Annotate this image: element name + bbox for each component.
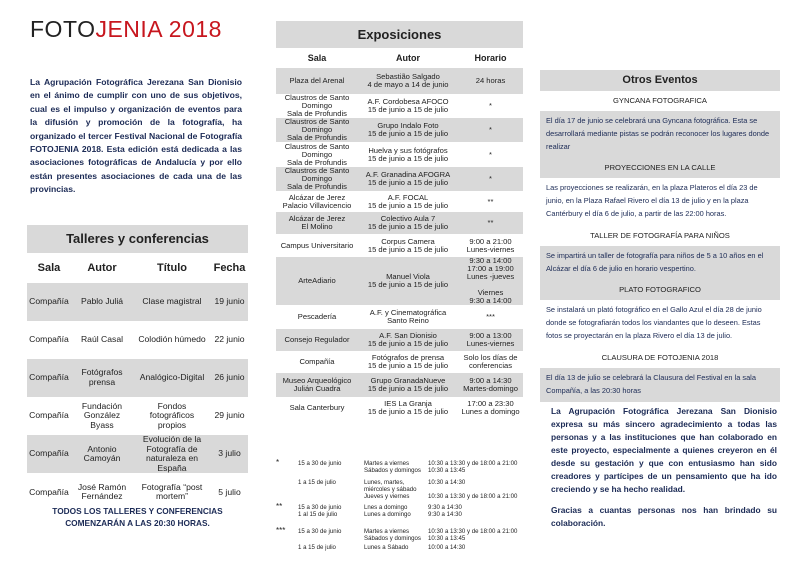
talleres-cell-titulo: Clase magistral [142, 296, 202, 307]
talleres-cell-sala: Compañía [29, 372, 69, 383]
horario-cell: Lnes a domingo Lunes a domingo [364, 504, 411, 519]
exposiciones-cell-horario: 24 horas [475, 76, 506, 85]
horario-cell: 10:30 a 14:30 10:30 a 13:30 y de 18:00 a 21:00 [428, 479, 518, 501]
exposiciones-row [276, 373, 523, 397]
talleres-cell-titulo: Evolución de la Fotografía de naturaleza en España [142, 434, 202, 473]
exposiciones-row [276, 118, 523, 142]
title-part-jenia: JENIA [95, 16, 162, 42]
exposiciones-cell-autor: A.F. Granadina AFOGRA 15 de junio a 15 de julio [365, 170, 451, 187]
exposiciones-cell-sala: Claustros de Santo Domingo Sala de Profundis [284, 166, 350, 191]
horario-cell: 9:30 a 14:30 9:30 a 14:30 [428, 504, 462, 519]
exposiciones-cell-horario: 9:00 a 21:00 Lunes-viernes [466, 236, 515, 254]
exposiciones-cell-sala: Compañía [299, 357, 335, 366]
otros-eventos-panel [540, 70, 780, 402]
horario-cell: Lunes a Sábado [364, 544, 409, 551]
evento-text: Se instalará un plató fotográfico en el Gallo Azul el día 28 de junio donde se fotografiarán todos los viandantes que lo deseen. Estas fotos se proyectarán en la plaza Rivero el día 13 de julio. [540, 300, 780, 347]
horario-cell: 1 a 15 de julio [298, 479, 336, 486]
evento-text: Las proyecciones se realizarán, en la plaza Plateros el día 23 de junio, en la Plaza Rafael Rivero el día 13 de julio y en la plaza Cantérbury el día 6 de julio, a partir de las 22:00 horas. [540, 178, 780, 225]
exposiciones-cell-horario: * [489, 149, 492, 159]
talleres-header-sala: Sala [37, 262, 61, 274]
exposiciones-cell-horario: Solo los días de conferencias [463, 353, 518, 370]
talleres-title: Talleres y conferencias [27, 225, 248, 253]
exposiciones-row [276, 305, 523, 329]
exposiciones-cell-autor: Grupo Indalo Foto 15 de junio a 15 de julio [367, 121, 449, 138]
exposiciones-cell-sala: Campus Universitario [280, 240, 354, 250]
horario-symbol: ** [276, 502, 283, 511]
exposiciones-cell-autor: A.F. San Dionisio 15 de junio a 15 de julio [367, 331, 449, 348]
exposiciones-row [276, 234, 523, 257]
talleres-cell-autor: José Ramón Fernández [77, 481, 127, 502]
evento-title: PLATO FOTOGRAFICO [540, 280, 780, 300]
exposiciones-cell-sala: Claustros de Santo Domingo Sala de Profundis [284, 141, 350, 167]
talleres-table [27, 225, 248, 511]
talleres-header-titulo: Título [157, 262, 187, 274]
exposiciones-cell-autor: IES La Granja 15 de junio a 15 de julio [367, 399, 449, 416]
exposiciones-cell-sala: Claustros de Santo Domingo Sala de Profundis [284, 93, 350, 118]
exposiciones-cell-horario: * [489, 174, 492, 183]
exposiciones-cell-horario: 17:00 a 23:30 Lunes a domingo [461, 399, 520, 416]
exposiciones-header-sala: Sala [307, 53, 327, 63]
talleres-cell-titulo: Analógico-Digital [139, 372, 205, 383]
talleres-cell-sala: Compañía [29, 486, 69, 497]
talleres-cell-autor: Fotógrafos prensa [81, 367, 123, 387]
talleres-row [27, 435, 248, 473]
page-title [30, 16, 222, 43]
exposiciones-title: Exposiciones [276, 21, 523, 48]
talleres-cell-autor: Antonio Camoyán [83, 443, 121, 464]
talleres-cell-titulo: Colodión húmedo [138, 334, 206, 345]
exposiciones-cell-autor: Grupo GranadaNueve 15 de junio a 15 de julio [367, 376, 449, 393]
exposiciones-row [276, 142, 523, 167]
exposiciones-cell-horario: * [489, 101, 492, 110]
horario-cell: 15 a 30 de junio 1 al 15 de julio [298, 504, 342, 519]
exposiciones-cell-horario: ** [487, 218, 494, 227]
intro-paragraph: La Agrupación Fotográfica Jerezana San Dionisio en el ánimo de cumplir con uno de sus objetivos, cual es el impulso y organización de eventos para la difusión y promoción de la fotografía, ha organizado el tercer Festival Nacional de Fotografía FOTOJENIA 2018. Esta edición está dedicada a las asociaciones fotográficas de Andalucía y por ello están presentes asociaciones de cada una de las provincias. [30, 77, 242, 195]
exposiciones-cell-autor: Corpus Camera 15 de junio a 15 de julio [367, 236, 449, 254]
exposiciones-cell-sala: Consejo Regulador [284, 335, 350, 344]
exposiciones-cell-sala: Plaza del Arenal [289, 76, 345, 85]
talleres-cell-fecha: 5 julio [218, 486, 241, 497]
talleres-cell-sala: Compañía [29, 410, 69, 421]
exposiciones-row [276, 167, 523, 191]
talleres-cell-titulo: Fotografía “post mortem” [141, 481, 203, 502]
exposiciones-cell-sala: Claustros de Santo Domingo Sala de Profundis [284, 117, 350, 142]
evento-text: Se impartirá un taller de fotografía para niños de 5 a 10 años en el Alcázar el día 6 de julio en horario vespertino. [540, 246, 780, 281]
talleres-cell-sala: Compañía [29, 296, 69, 307]
evento-text: El día 17 de junio se celebrará una Gyncana fotográfica. Esta se desarrollará mediante pistas se podrán reconocer los lugares donde realizar [540, 111, 780, 158]
horario-symbol: *** [276, 526, 286, 535]
talleres-note: TODOS LOS TALLERES Y CONFERENCIAS COMENZARÁN A LAS 20:30 HORAS. [52, 506, 223, 528]
exposiciones-cell-autor: A.F. y Cinematográfica Santo Reino [369, 308, 447, 325]
exposiciones-header-autor: Autor [396, 53, 420, 63]
exposiciones-row [276, 397, 523, 419]
exposiciones-cell-autor: Manuel Viola 15 de junio a 15 de julio [367, 272, 449, 289]
exposiciones-cell-autor: Fotógrafos de prensa 15 de junio a 15 de julio [367, 353, 449, 370]
exposiciones-cell-horario: *** [486, 312, 495, 321]
exposiciones-cell-sala: Museo Arqueológico Julián Cuadra [282, 376, 352, 393]
evento-text: El día 13 de julio se celebrará la Clausura del Festival en la sala Compañía, a las 20:30 horas [540, 368, 780, 403]
talleres-cell-sala: Compañía [29, 334, 69, 345]
evento-title: TALLER DE FOTOGRAFÍA PARA NIÑOS [540, 226, 780, 246]
horario-cell: 10:30 a 13:30 y de 18:00 a 21:00 10:30 a 13:45 [428, 460, 518, 475]
exposiciones-row [276, 329, 523, 351]
talleres-cell-autor: Fundación González Byass [81, 400, 123, 430]
horario-cell: 10:00 a 14:30 [428, 544, 466, 551]
exposiciones-cell-horario: 9:00 a 13:00 Lunes-viernes [466, 331, 515, 348]
horario-cell: 15 a 30 de junio [298, 528, 342, 535]
talleres-cell-titulo: Fondos fotográficos propios [149, 400, 195, 430]
exposiciones-cell-sala: Sala Canterbury [289, 403, 345, 412]
horario-symbol: * [276, 458, 280, 467]
agradecimientos-closing: Gracias a cuantas personas nos han brindado su colaboración. [551, 505, 777, 528]
horario-cell: 15 a 30 de junio [298, 460, 342, 467]
talleres-row [27, 321, 248, 359]
exposiciones-cell-horario: ** [487, 196, 494, 206]
exposiciones-cell-horario: * [489, 125, 492, 134]
talleres-header-fecha: Fecha [213, 262, 246, 274]
exposiciones-row [276, 191, 523, 212]
horario-cell: Martes a viernes Sábados y domingos [364, 460, 421, 475]
talleres-cell-autor: Pablo Juliá [80, 296, 124, 307]
talleres-row [27, 283, 248, 321]
exposiciones-cell-autor: Colectivo Aula 7 15 de junio a 15 de julio [367, 214, 449, 231]
talleres-cell-fecha: 29 junio [214, 410, 245, 421]
agradecimientos-paragraph: La Agrupación Fotográfica Jerezana San Dionisio expresa su más sincero agradecimiento a todas las personas y a las instituciones que han colaborado en este proyecto, especialmente a quienes creyeron en él desde su gestación y que con entusiasmo han sido creadores y partícipes de un pensamiento que ha ido creciendo y se ha hecho realidad. [551, 406, 777, 494]
exposiciones-table [276, 21, 523, 419]
exposiciones-cell-sala: ArteAdiario [298, 276, 336, 285]
talleres-row [27, 397, 248, 435]
exposiciones-cell-sala: Pescadería [297, 312, 337, 321]
title-part-foto: FOTO [30, 16, 96, 42]
horario-cell: Lunes, martes, miércoles y sábado Jueves y viernes [364, 479, 417, 501]
exposiciones-cell-autor: Huelva y sus fotógrafos 15 de junio a 15 de julio [367, 145, 449, 163]
otros-eventos-title: Otros Eventos [540, 70, 780, 91]
talleres-cell-fecha: 3 julio [218, 448, 241, 459]
evento-title: PROYECCIONES EN LA CALLE [540, 158, 780, 178]
talleres-cell-sala: Compañía [29, 448, 69, 459]
talleres-cell-fecha: 19 junio [214, 296, 245, 307]
exposiciones-cell-horario: 9:30 a 14:00 17:00 a 19:00 Lunes -jueves Viernes 9:30 a 14:00 [466, 256, 515, 305]
exposiciones-cell-autor: A.F. FOCAL 15 de junio a 15 de julio [367, 192, 449, 210]
horario-cell: Martes a viernes Sábados y domingos [364, 528, 421, 543]
exposiciones-cell-sala: Alcázar de Jerez Palacio Villavicencio [282, 192, 352, 210]
exposiciones-cell-autor: Sebastião Salgado 4 de mayo a 14 de junio [367, 72, 449, 89]
exposiciones-row [276, 257, 523, 305]
talleres-cell-autor: Raúl Casal [80, 334, 124, 345]
exposiciones-row [276, 94, 523, 118]
exposiciones-cell-sala: Alcázar de Jerez El Molino [288, 214, 346, 231]
horario-cell: 10:30 a 13:30 y de 18:00 a 21:00 10:30 a 13:45 [428, 528, 518, 543]
exposiciones-cell-autor: A.F. Cordobesa AFOCO 15 de junio a 15 de julio [367, 97, 449, 114]
exposiciones-header-horario: Horario [474, 53, 507, 63]
talleres-cell-fecha: 22 junio [214, 334, 245, 345]
exposiciones-cell-horario: 9:00 a 14:30 Martes-domingo [463, 376, 518, 393]
evento-title: CLAUSURA DE FOTOJENIA 2018 [540, 348, 780, 368]
agradecimientos [551, 405, 777, 538]
horario-cell: 1 a 15 de julio [298, 544, 336, 551]
evento-title: GYNCANA FOTOGRAFICA [540, 91, 780, 111]
exposiciones-row [276, 68, 523, 94]
exposiciones-row [276, 212, 523, 234]
talleres-header-autor: Autor [87, 262, 117, 274]
talleres-row [27, 359, 248, 397]
talleres-cell-fecha: 26 junio [214, 372, 245, 383]
title-part-year: 2018 [161, 16, 222, 42]
exposiciones-row [276, 351, 523, 373]
